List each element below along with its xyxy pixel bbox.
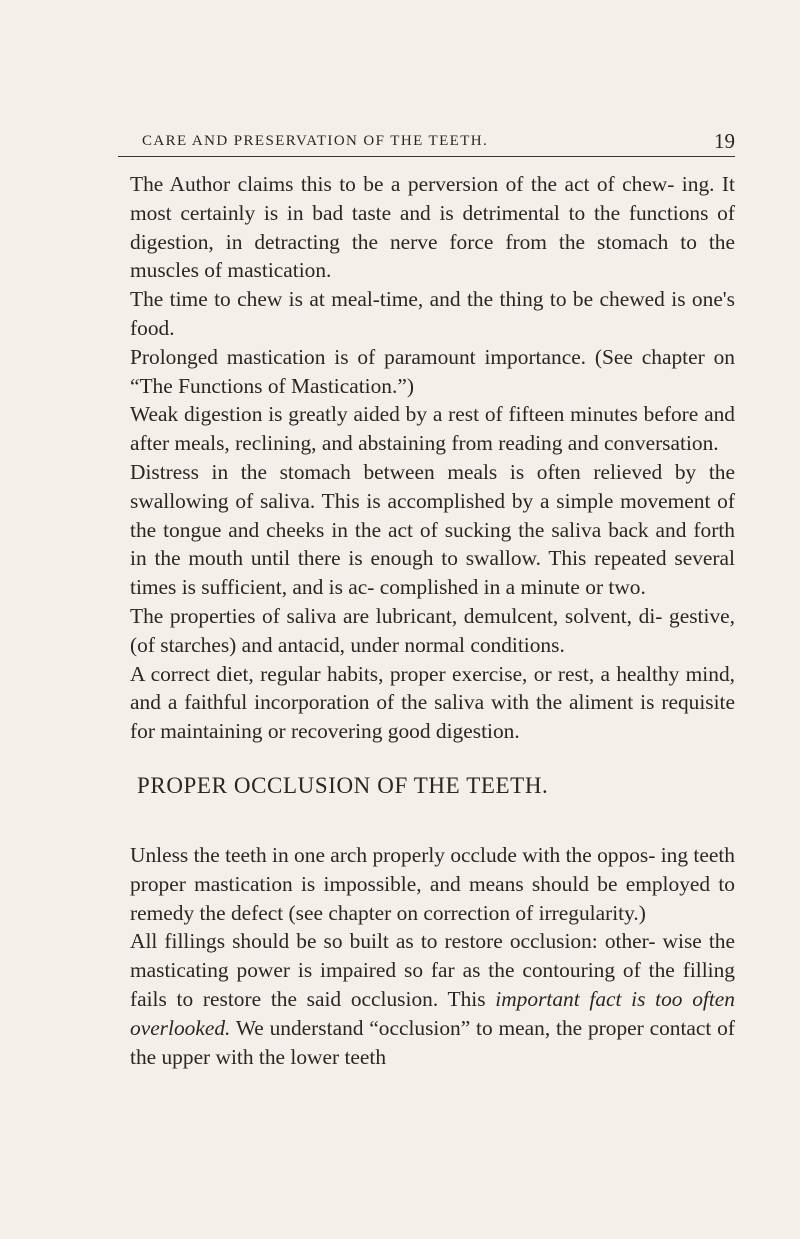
paragraph: The properties of saliva are lubricant, demulcent, solvent, di- gestive, (of starches) and antacid, under normal conditions. (130, 603, 735, 657)
paragraph: Weak digestion is greatly aided by a rest of fifteen minutes before and after meals, reclining, and abstaining from reading and conversation. (130, 402, 735, 456)
paragraph: Unless the teeth in one arch properly occlude with the oppos- ing teeth proper mastication is impossible, and means should be employed to remedy the defect (see chapter on correction of irregularity.) (130, 842, 735, 925)
running-title: CARE AND PRESERVATION OF THE TEETH. (142, 133, 489, 149)
paragraph: Distress in the stomach between meals is often relieved by the swallowing of saliva. This is accomplished by a simple movement of the tongue and cheeks in the act of sucking the saliva back and forth in the mouth until there is enough to swallow. This repeated several times is sufficient, and is ac- complished in a minute or two. (130, 459, 735, 600)
paragraph: Prolonged mastication is of paramount importance. (See chapter on “The Functions of Mastication.”) (130, 344, 735, 398)
paragraph: The time to chew is at meal-time, and the thing to be chewed is one's food. (130, 287, 735, 340)
page-body (130, 170, 735, 1071)
paragraph-text: All fillings should be so built as to restore occlusion: other- wise the masticating power is impaired so far as the contouring of the filling fails to restore the said occlusion. This (130, 929, 735, 1011)
page-number: 19 (714, 129, 735, 153)
emphasized-text: important fact is too often overlooked. (130, 986, 735, 1040)
paragraph: A correct diet, regular habits, proper exercise, or rest, a healthy mind, and a faithful incorporation of the saliva with the aliment is requisite for maintaining or recovering good digestion. (130, 661, 735, 744)
paragraph (130, 927, 735, 1071)
section-heading: PROPER OCCLUSION OF THE TEETH. (137, 772, 549, 798)
paragraph-text: We understand “occlusion” to mean, the proper contact of the upper with the lower teeth (130, 1015, 735, 1069)
running-header (118, 128, 735, 157)
paragraph: The Author claims this to be a perversion of the act of chew- ing. It most certainly is in bad taste and is detrimental to the functions of digestion, in detracting the nerve force from the stomach to the muscles of mastication. (130, 172, 735, 283)
